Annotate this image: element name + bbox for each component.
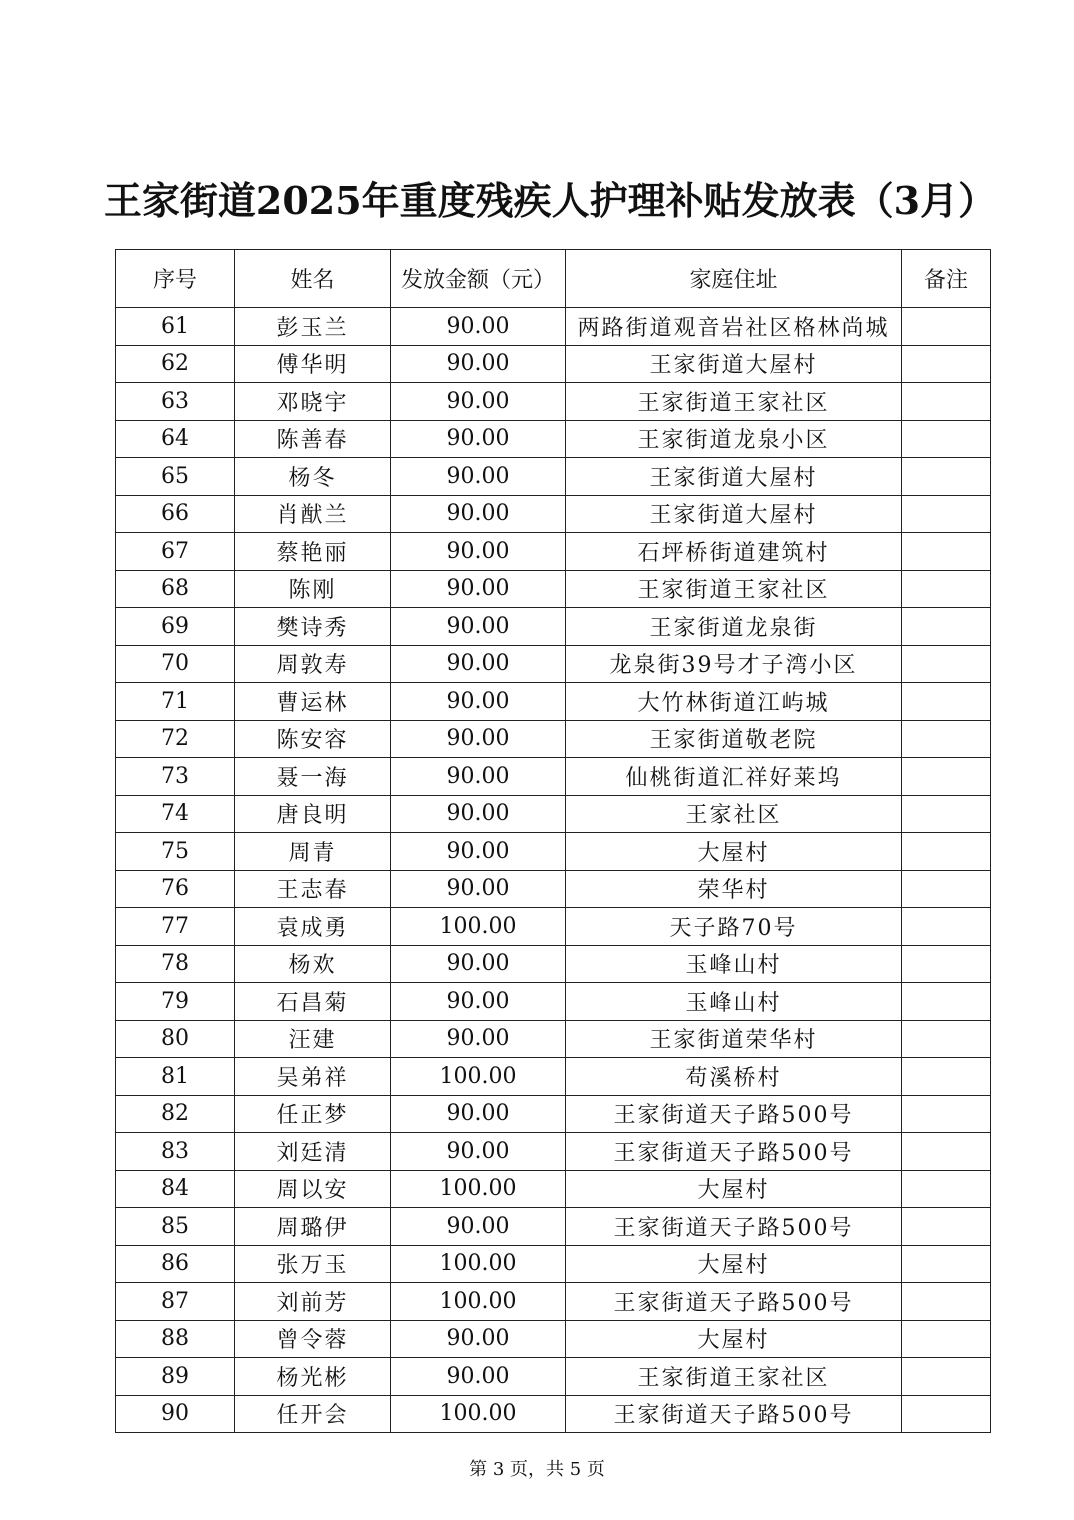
- cell-number: 74: [116, 795, 235, 833]
- table-row: [116, 1245, 991, 1283]
- cell-number: 65: [116, 458, 235, 496]
- cell-name: 曾令蓉: [235, 1320, 391, 1358]
- cell-number: 63: [116, 383, 235, 421]
- cell-name: 邓晓宇: [235, 383, 391, 421]
- cell-amount: 90.00: [391, 1020, 566, 1058]
- cell-address: 王家街道天子路500号: [566, 1395, 902, 1433]
- cell-name: 周璐伊: [235, 1208, 391, 1246]
- cell-number: 89: [116, 1358, 235, 1396]
- cell-number: 62: [116, 345, 235, 383]
- table-row: [116, 833, 991, 871]
- cell-name: 樊诗秀: [235, 608, 391, 646]
- cell-address: 大竹林街道江屿城: [566, 683, 902, 721]
- cell-amount: 90.00: [391, 308, 566, 346]
- table-row: [116, 908, 991, 946]
- table-header-row: [116, 250, 991, 308]
- cell-amount: 90.00: [391, 1133, 566, 1171]
- cell-number: 73: [116, 758, 235, 796]
- cell-note: [902, 983, 991, 1021]
- cell-name: 任开会: [235, 1395, 391, 1433]
- cell-name: 曹运林: [235, 683, 391, 721]
- cell-address: 王家街道王家社区: [566, 383, 902, 421]
- table-row: [116, 1058, 991, 1096]
- cell-note: [902, 833, 991, 871]
- cell-number: 81: [116, 1058, 235, 1096]
- table-row: [116, 683, 991, 721]
- table-row: [116, 458, 991, 496]
- cell-amount: 90.00: [391, 383, 566, 421]
- cell-address: 王家街道王家社区: [566, 1358, 902, 1396]
- table-row: [116, 1320, 991, 1358]
- cell-name: 周以安: [235, 1170, 391, 1208]
- cell-number: 67: [116, 533, 235, 571]
- cell-amount: 90.00: [391, 533, 566, 571]
- table-row: [116, 1095, 991, 1133]
- cell-amount: 90.00: [391, 795, 566, 833]
- cell-name: 傅华明: [235, 345, 391, 383]
- cell-amount: 90.00: [391, 870, 566, 908]
- table-row: [116, 945, 991, 983]
- table-row: [116, 1170, 991, 1208]
- cell-number: 70: [116, 645, 235, 683]
- cell-note: [902, 1245, 991, 1283]
- cell-note: [902, 1358, 991, 1396]
- cell-address: 王家社区: [566, 795, 902, 833]
- table-row: [116, 420, 991, 458]
- cell-note: [902, 383, 991, 421]
- cell-number: 77: [116, 908, 235, 946]
- cell-name: 杨光彬: [235, 1358, 391, 1396]
- cell-name: 彭玉兰: [235, 308, 391, 346]
- cell-name: 王志春: [235, 870, 391, 908]
- table-row: [116, 1283, 991, 1321]
- table-row: [116, 795, 991, 833]
- cell-address: 王家街道天子路500号: [566, 1208, 902, 1246]
- table-row: [116, 870, 991, 908]
- cell-number: 75: [116, 833, 235, 871]
- cell-amount: 90.00: [391, 645, 566, 683]
- table-row: [116, 383, 991, 421]
- cell-note: [902, 1058, 991, 1096]
- cell-name: 汪建: [235, 1020, 391, 1058]
- cell-number: 72: [116, 720, 235, 758]
- cell-note: [902, 308, 991, 346]
- cell-address: 大屋村: [566, 1320, 902, 1358]
- cell-address: 仙桃街道汇祥好莱坞: [566, 758, 902, 796]
- cell-amount: 90.00: [391, 758, 566, 796]
- cell-note: [902, 1020, 991, 1058]
- cell-address: 石坪桥街道建筑村: [566, 533, 902, 571]
- cell-address: 大屋村: [566, 833, 902, 871]
- column-header-address: 家庭住址: [566, 250, 902, 308]
- table-row: [116, 1133, 991, 1171]
- cell-amount: 90.00: [391, 458, 566, 496]
- table-row: [116, 533, 991, 571]
- cell-note: [902, 495, 991, 533]
- cell-address: 王家街道敬老院: [566, 720, 902, 758]
- cell-amount: 90.00: [391, 570, 566, 608]
- cell-address: 荣华村: [566, 870, 902, 908]
- table-row: [116, 570, 991, 608]
- cell-amount: 90.00: [391, 345, 566, 383]
- cell-address: 王家街道天子路500号: [566, 1133, 902, 1171]
- cell-amount: 90.00: [391, 983, 566, 1021]
- cell-address: 王家街道天子路500号: [566, 1095, 902, 1133]
- table-row: [116, 1358, 991, 1396]
- cell-note: [902, 1170, 991, 1208]
- cell-number: 79: [116, 983, 235, 1021]
- cell-amount: 100.00: [391, 908, 566, 946]
- cell-name: 刘廷清: [235, 1133, 391, 1171]
- cell-name: 张万玉: [235, 1245, 391, 1283]
- table-row: [116, 983, 991, 1021]
- cell-number: 80: [116, 1020, 235, 1058]
- cell-address: 两路街道观音岩社区格林尚城: [566, 308, 902, 346]
- cell-name: 陈刚: [235, 570, 391, 608]
- cell-name: 吴弟祥: [235, 1058, 391, 1096]
- cell-address: 王家街道龙泉小区: [566, 420, 902, 458]
- cell-note: [902, 1095, 991, 1133]
- cell-amount: 90.00: [391, 1320, 566, 1358]
- cell-amount: 90.00: [391, 495, 566, 533]
- cell-address: 王家街道荣华村: [566, 1020, 902, 1058]
- cell-number: 82: [116, 1095, 235, 1133]
- table-row: [116, 345, 991, 383]
- cell-name: 周敦寿: [235, 645, 391, 683]
- table-row: [116, 308, 991, 346]
- cell-note: [902, 1395, 991, 1433]
- cell-number: 66: [116, 495, 235, 533]
- table-row: [116, 608, 991, 646]
- cell-number: 69: [116, 608, 235, 646]
- cell-note: [902, 420, 991, 458]
- cell-amount: 90.00: [391, 1095, 566, 1133]
- cell-amount: 90.00: [391, 1358, 566, 1396]
- cell-number: 68: [116, 570, 235, 608]
- cell-name: 陈安容: [235, 720, 391, 758]
- subsidy-table: [115, 249, 991, 1433]
- table-row: [116, 758, 991, 796]
- cell-number: 83: [116, 1133, 235, 1171]
- cell-number: 87: [116, 1283, 235, 1321]
- cell-address: 王家街道大屋村: [566, 495, 902, 533]
- cell-note: [902, 570, 991, 608]
- cell-number: 90: [116, 1395, 235, 1433]
- cell-name: 唐良明: [235, 795, 391, 833]
- cell-amount: 100.00: [391, 1058, 566, 1096]
- cell-address: 王家街道王家社区: [566, 570, 902, 608]
- cell-number: 85: [116, 1208, 235, 1246]
- cell-number: 78: [116, 945, 235, 983]
- table-row: [116, 1395, 991, 1433]
- table-row: [116, 645, 991, 683]
- cell-number: 61: [116, 308, 235, 346]
- cell-note: [902, 870, 991, 908]
- cell-amount: 100.00: [391, 1283, 566, 1321]
- cell-amount: 90.00: [391, 420, 566, 458]
- cell-note: [902, 645, 991, 683]
- cell-address: 龙泉街39号才子湾小区: [566, 645, 902, 683]
- cell-address: 王家街道龙泉街: [566, 608, 902, 646]
- cell-name: 袁成勇: [235, 908, 391, 946]
- column-header-number: 序号: [116, 250, 235, 308]
- cell-address: 天子路70号: [566, 908, 902, 946]
- cell-amount: 90.00: [391, 608, 566, 646]
- cell-note: [902, 533, 991, 571]
- cell-name: 陈善春: [235, 420, 391, 458]
- cell-address: 大屋村: [566, 1170, 902, 1208]
- cell-name: 杨欢: [235, 945, 391, 983]
- table-row: [116, 1020, 991, 1058]
- column-header-amount: 发放金额（元）: [391, 250, 566, 308]
- cell-note: [902, 1208, 991, 1246]
- cell-note: [902, 608, 991, 646]
- cell-name: 刘前芳: [235, 1283, 391, 1321]
- cell-address: 王家街道天子路500号: [566, 1283, 902, 1321]
- cell-address: 王家街道大屋村: [566, 458, 902, 496]
- table-row: [116, 720, 991, 758]
- cell-name: 任正梦: [235, 1095, 391, 1133]
- cell-amount: 100.00: [391, 1170, 566, 1208]
- cell-address: 苟溪桥村: [566, 1058, 902, 1096]
- page-title: 王家街道2025年重度残疾人护理补贴发放表（3月）: [103, 178, 997, 223]
- cell-note: [902, 945, 991, 983]
- cell-name: 周青: [235, 833, 391, 871]
- table-row: [116, 495, 991, 533]
- cell-amount: 90.00: [391, 720, 566, 758]
- cell-note: [902, 795, 991, 833]
- cell-amount: 90.00: [391, 1208, 566, 1246]
- cell-note: [902, 720, 991, 758]
- column-header-note: 备注: [902, 250, 991, 308]
- cell-number: 64: [116, 420, 235, 458]
- cell-note: [902, 1133, 991, 1171]
- cell-name: 蔡艳丽: [235, 533, 391, 571]
- cell-address: 玉峰山村: [566, 945, 902, 983]
- table-row: [116, 1208, 991, 1246]
- column-header-name: 姓名: [235, 250, 391, 308]
- cell-note: [902, 908, 991, 946]
- cell-amount: 90.00: [391, 683, 566, 721]
- cell-number: 88: [116, 1320, 235, 1358]
- cell-address: 玉峰山村: [566, 983, 902, 1021]
- cell-name: 石昌菊: [235, 983, 391, 1021]
- page-footer: 第 3 页，共 5 页: [469, 1459, 605, 1480]
- cell-address: 大屋村: [566, 1245, 902, 1283]
- cell-address: 王家街道大屋村: [566, 345, 902, 383]
- cell-note: [902, 1283, 991, 1321]
- cell-note: [902, 758, 991, 796]
- cell-number: 86: [116, 1245, 235, 1283]
- cell-number: 71: [116, 683, 235, 721]
- cell-note: [902, 683, 991, 721]
- cell-note: [902, 345, 991, 383]
- cell-amount: 90.00: [391, 833, 566, 871]
- cell-note: [902, 458, 991, 496]
- cell-amount: 100.00: [391, 1245, 566, 1283]
- cell-amount: 100.00: [391, 1395, 566, 1433]
- cell-note: [902, 1320, 991, 1358]
- cell-name: 肖猷兰: [235, 495, 391, 533]
- cell-name: 聂一海: [235, 758, 391, 796]
- cell-amount: 90.00: [391, 945, 566, 983]
- cell-number: 84: [116, 1170, 235, 1208]
- cell-name: 杨冬: [235, 458, 391, 496]
- table-body: [116, 308, 991, 1433]
- cell-number: 76: [116, 870, 235, 908]
